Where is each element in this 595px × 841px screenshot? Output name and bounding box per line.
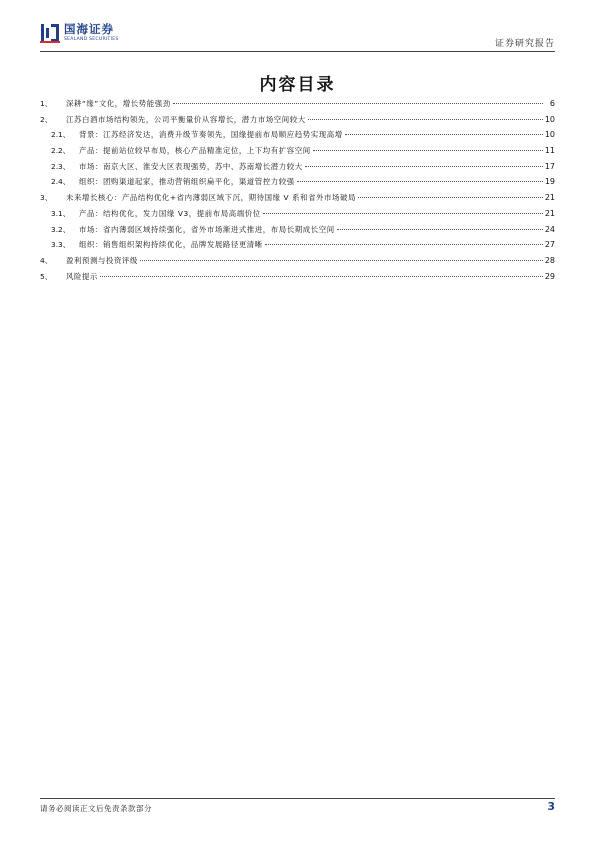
toc-entry[interactable]: [40, 161, 555, 177]
toc-entry-text[interactable]: 组织：销售组织架构持续优化，品牌发展路径更清晰: [79, 240, 263, 250]
toc-leader-dots: [173, 103, 543, 104]
toc-entry-text[interactable]: 江苏白酒市场结构领先，公司平衡量价从容增长，潜力市场空间较大: [66, 114, 306, 124]
header-divider: [40, 51, 555, 52]
toc-entry-page[interactable]: 27: [544, 240, 555, 250]
toc-entry-page[interactable]: 24: [544, 224, 555, 234]
toc-entry-text[interactable]: 风险提示: [66, 271, 98, 281]
toc-leader-dots: [358, 197, 543, 198]
toc-entry-page[interactable]: 10: [544, 130, 555, 140]
toc-entry-page[interactable]: 11: [544, 146, 555, 156]
toc-entry-text[interactable]: 深耕“缘”文化，增长势能强劲: [66, 99, 171, 108]
toc-leader-dots: [337, 229, 543, 230]
toc-leader-dots: [263, 213, 543, 214]
toc-entry[interactable]: [40, 255, 555, 271]
toc-entry[interactable]: [40, 271, 555, 287]
sealand-logo-icon: [40, 22, 60, 44]
toc-leader-dots: [100, 276, 543, 277]
toc-entry-page[interactable]: 29: [544, 271, 555, 281]
toc-entry-text[interactable]: 市场：省内薄弱区域持续强化，省外市场渐进式推进，布局长期成长空间: [79, 224, 335, 234]
toc-entry-text[interactable]: 盈利预测与投资评级: [66, 255, 138, 265]
toc-entry-number: 3.1、: [51, 208, 71, 218]
toc-entry-page[interactable]: 19: [544, 177, 555, 187]
toc-entry-text[interactable]: 未来增长核心：产品结构优化+省内薄弱区域下沉，期待国缘 V 系和省外市场破局: [66, 193, 357, 203]
toc-entry-text[interactable]: 组织：团购渠道起家，推动营销组织扁平化，渠道管控力较强: [79, 177, 295, 187]
toc-entry-page[interactable]: 28: [544, 255, 555, 265]
toc-entry-text[interactable]: 背景：江苏经济发达，消费升级节奏领先，国缘提前布局顺应趋势实现高增: [79, 130, 343, 140]
toc-entry-page[interactable]: 6: [549, 99, 555, 108]
table-of-contents: [40, 98, 555, 286]
toc-entry[interactable]: [40, 208, 555, 224]
company-logo: [40, 22, 119, 44]
toc-entry-number: 2.3、: [51, 161, 71, 171]
toc-entry-number: 3.3、: [51, 240, 71, 250]
toc-entry-text[interactable]: 市场：南京大区、淮安大区表现强势，苏中、苏南增长潜力较大: [79, 161, 303, 171]
footer-disclaimer: 请务必阅读正文后免责条款部分: [40, 804, 152, 813]
toc-entry[interactable]: [40, 239, 555, 255]
toc-entry-number: 2.2、: [51, 146, 71, 156]
page-header: [40, 22, 555, 52]
toc-entry-page[interactable]: 10: [544, 114, 555, 124]
toc-entry-number: 2、: [40, 114, 53, 124]
toc-entry-number: 5、: [40, 271, 53, 281]
toc-entry[interactable]: [40, 145, 555, 161]
toc-entry[interactable]: [40, 176, 555, 192]
toc-entry-number: 3.2、: [51, 224, 71, 234]
toc-entry-number: 4、: [40, 255, 53, 265]
toc-leader-dots: [345, 134, 543, 135]
toc-entry[interactable]: [40, 98, 555, 114]
logo-chinese-name: 国海证券: [64, 22, 114, 36]
toc-entry[interactable]: [40, 114, 555, 130]
footer-divider: [40, 798, 555, 799]
toc-entry-number: 3、: [40, 193, 53, 203]
page-number: 3: [547, 800, 555, 813]
toc-leader-dots: [305, 166, 543, 167]
toc-leader-dots: [297, 181, 543, 182]
toc-leader-dots: [313, 150, 543, 151]
toc-entry-text[interactable]: 产品：结构优化，发力国缘 V3，提前布局高端价位: [79, 208, 261, 218]
toc-entry-page[interactable]: 21: [544, 208, 555, 218]
toc-entry-page[interactable]: 21: [544, 193, 555, 203]
toc-entry-text[interactable]: 产品：提前站位较早布局，核心产品精准定位，上下均有扩容空间: [79, 146, 311, 156]
toc-entry-number: 2.1、: [51, 130, 71, 140]
logo-english-name: SEALAND SECURITIES: [64, 36, 119, 42]
toc-title: 内容目录: [259, 75, 336, 95]
toc-entry[interactable]: [40, 129, 555, 145]
report-type-label: 证券研究报告: [494, 39, 555, 49]
toc-leader-dots: [265, 244, 543, 245]
toc-leader-dots: [140, 260, 543, 261]
toc-entry-number: 2.4、: [51, 177, 71, 187]
toc-entry-number: 1、: [40, 99, 53, 108]
toc-entry-page[interactable]: 17: [544, 161, 555, 171]
toc-leader-dots: [308, 119, 543, 120]
toc-entry[interactable]: [40, 224, 555, 240]
toc-entry[interactable]: [40, 192, 555, 208]
